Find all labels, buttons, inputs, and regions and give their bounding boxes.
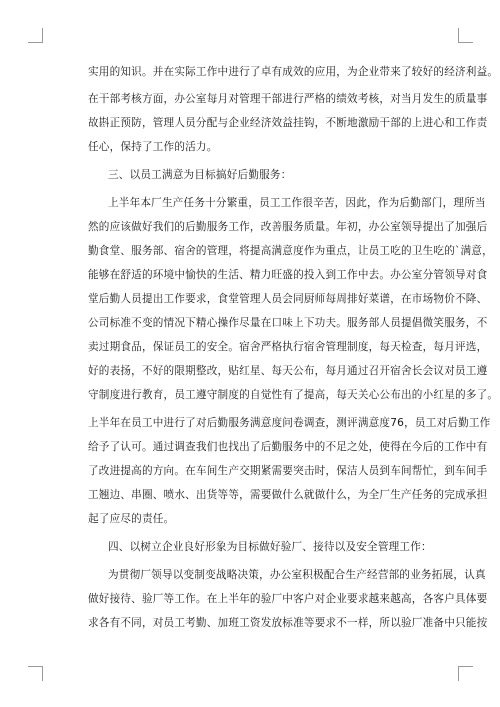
text-line: 能够在舒适的环境中愉快的生活、精力旺盛的投入到工作中去。办公室分管领导对食	[88, 269, 488, 281]
crop-mark-top-left	[28, 28, 43, 43]
text-line: 守制度进行教育，员工遵守制度的自觉性有了提高，每天关心公布出的小红星的多了。	[88, 389, 499, 401]
text-line: 了改进提高的方向。在车间生产交期紧需要突击时，保洁人员到车间帮忙，到车间手	[88, 465, 488, 477]
text-line: 堂后勤人员提出工作要求，食堂管理人员会同厨师每周排好菜谱，在市场物价不降、	[88, 293, 488, 305]
text-line: 给予了认可。通过调查我们也找出了后勤服务中的不足之处，使得在今后的工作中有	[88, 441, 488, 453]
text-line: 然的应该做好我们的后勤服务工作，改善服务质量。年初，办公室领导提出了加强后	[88, 221, 488, 233]
crop-mark-bottom-left	[28, 666, 43, 681]
text-line: 在干部考核方面，办公室每月对管理干部进行严格的绩效考核，对当月发生的质量事	[88, 93, 488, 105]
text-line: 上半年在员工中进行了对后勤服务满意度问卷调查，测评满意度76，员工对后勤工作	[88, 417, 491, 429]
text-line: 卖过期食品，保证员工的安全。宿舍严格执行宿舍管理制度，每天检查，每月评选，	[88, 341, 488, 353]
text-line: 任心，保持了工作的活力。	[88, 141, 218, 153]
crop-mark-top-right	[458, 28, 473, 43]
text-line: 上半年本厂生产任务十分繁重，员工工作很辛苦，因此，作为后勤部门，理所当	[108, 197, 486, 209]
text-line: 故斟正预防，管理人员分配与企业经济效益挂钩，不断地激励干部的上进心和工作责	[88, 117, 488, 129]
text-line: 实用的知识。并在实际工作中进行了卓有成效的应用，为企业带来了较好的经济利益。	[88, 66, 499, 78]
text-line: 起了应尽的责任。	[88, 513, 175, 525]
text-line: 勤食堂、服务部、宿舍的管理，将提高满意度作为重点，让员工吃的卫生吃的`满意，	[88, 245, 493, 257]
text-line: 好的表扬，不好的限期整改，贴红星、每天公布，每月通过召开宿舍长会议对员工遵	[88, 365, 488, 377]
text-line: 工翘边、串圈、喷水、出货等等，需要做什么就做什么，为全厂生产任务的完成承担	[88, 489, 488, 501]
section-heading: 三、以员工满意为目标搞好后勤服务：	[108, 169, 292, 181]
text-line: 公司标准不变的情况下精心操作尽量在口味上下功夫。服务部人员提倡微笑服务，不	[88, 317, 488, 329]
crop-mark-bottom-right	[458, 666, 473, 681]
section-heading: 四、以树立企业良好形象为目标做好验厂、接待以及安全管理工作：	[108, 541, 432, 553]
text-line: 为贯彻厂领导以变制变战略决策，办公室积极配合生产经营部的业务拓展，认真	[108, 569, 486, 581]
text-line: 做好接待、验厂等工作。在上半年的验厂中客户对企业要求越来越高，各客户具体要	[88, 593, 488, 605]
text-line: 求各有不同，对员工考勤、加班工资发放标准等要求不一样，所以验厂准备中只能按	[88, 617, 488, 629]
